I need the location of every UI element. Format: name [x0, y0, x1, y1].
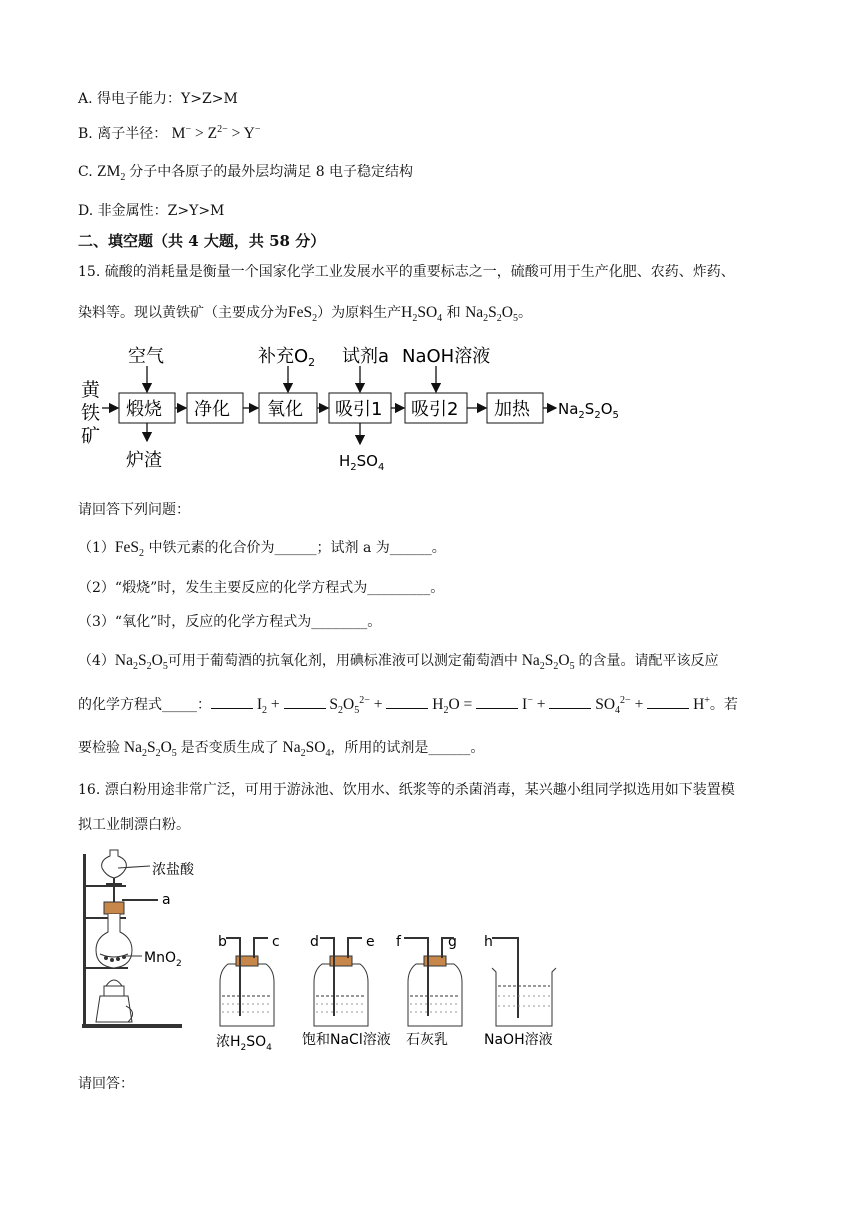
bottle-label-4: NaOH溶液	[484, 1032, 553, 1048]
q15-sub4-line2: 的化学方程式_____： $I_2 + S_2O_5^{2-} + H_2O = I^- + SO_4^{2-} + H^+$。若	[78, 694, 738, 717]
q15-na2s2o5: $Na_2S_2O_5$	[465, 304, 518, 325]
bottle-2	[314, 938, 368, 1026]
beaker	[492, 938, 556, 1026]
ore-char-2: 铁	[81, 402, 101, 424]
mno2-label: MnO$_2$	[144, 950, 182, 969]
apparatus-diagram	[78, 846, 568, 1066]
input-reagent-a: 试剂a	[342, 346, 390, 367]
q15-sub4-text3: 要检验	[78, 740, 120, 756]
q15-sub1	[78, 537, 446, 559]
q15-h2so4: $H_2SO_4$	[401, 304, 443, 325]
input-o2: 补充$O_2$	[258, 346, 316, 369]
bottle-1	[220, 938, 274, 1026]
option-d: D. 非金属性：Z>Y>M	[78, 203, 225, 219]
step-purify: 净化	[194, 399, 230, 420]
option-c-label: C.	[78, 164, 93, 180]
q15-sub4-ruo: 。若	[709, 697, 738, 713]
q15-sub2: （2）“煅烧”时，发生主要反应的化学方程式为_________。	[78, 580, 445, 596]
q15-sub1-fes2: FeS$_2$	[114, 539, 145, 560]
port-e: e	[366, 934, 375, 950]
q16-line2: 拟工业制漂白粉。	[78, 817, 190, 833]
port-f: f	[396, 934, 401, 950]
step-calcine: 煅烧	[126, 399, 162, 420]
q15-line2	[78, 302, 532, 324]
q15-sub4-text2: 的含量。请配平该反应	[578, 653, 719, 669]
step-oxidize: 氧化	[267, 399, 303, 420]
input-air: 空气	[128, 346, 164, 367]
q15-line2-b: ）为原料生产	[317, 305, 402, 321]
output-slag: 炉渣	[126, 450, 162, 471]
option-c-text: 分子中各原子的最外层均满足 8 电子稳定结构	[129, 164, 414, 180]
option-c-formula: $ZM_2$	[97, 163, 126, 184]
q15-line2-a: 染料等。现以黄铁矿（主要成分为	[78, 305, 288, 321]
q15-sub1-num: （1）	[78, 540, 115, 556]
q16-prompt: 请回答：	[78, 1076, 134, 1092]
port-d: d	[310, 934, 319, 950]
option-b	[78, 123, 260, 143]
process-flow-diagram	[78, 338, 638, 478]
step-absorb2: 吸引2	[411, 399, 459, 420]
funnel	[102, 850, 127, 878]
q15-line2-d: 。	[517, 305, 532, 321]
q15-line1: 15. 硫酸的消耗量是衡量一个国家化学工业发展水平的重要标志之一，硫酸可用于生产化肥、农药、炸药、	[78, 264, 735, 280]
q15-prompt: 请回答下列问题：	[78, 502, 190, 518]
q15-sub4-line1	[78, 650, 718, 672]
bottle-3	[404, 938, 462, 1026]
q15-sub1-text: 中铁元素的化合价为______；试剂 a 为______。	[148, 540, 446, 556]
funnel-label: 浓盐酸	[152, 862, 194, 878]
step-absorb1: 吸引1	[335, 399, 383, 420]
q15-sub4-eq-label: 的化学方程式_____：	[78, 697, 211, 713]
q15-sub3: （3）“氧化”时，反应的化学方程式为________。	[78, 614, 382, 630]
port-g: g	[448, 934, 457, 950]
bottle-label-2: 饱和NaCl溶液	[302, 1032, 391, 1048]
bottle-label-3: 石灰乳	[406, 1032, 448, 1048]
option-b-label: B. 离子半径：	[78, 126, 168, 142]
q15-sub4-text5: ，所用的试剂是______。	[330, 740, 485, 756]
outlet-a: a	[162, 892, 171, 908]
q15-sub4-text1: 可用于葡萄酒的抗氧化剂，用碘标准液可以测定葡萄酒中	[167, 653, 518, 669]
q15-sub4-text4: 是否变质生成了	[180, 740, 279, 756]
port-c: c	[272, 934, 280, 950]
port-b: b	[218, 934, 227, 950]
ore-char-1: 黄	[81, 379, 101, 401]
product-label: $Na_2S_2O_5$	[558, 400, 619, 421]
bottle-label-1: 浓$H_2SO_4$	[216, 1034, 272, 1053]
q15-sub4-na2s2o5-3: $Na_2S_2O_5$	[120, 739, 177, 760]
q15-sub4-na2so4: $Na_2SO_4$	[278, 739, 331, 760]
option-b-formula: $M^- > Z^{2-} > Y^-$	[171, 123, 261, 142]
q15-fes2: FeS$_2$	[288, 304, 318, 325]
q15-sub4-na2s2o5-2: $Na_2S_2O_5$	[517, 652, 575, 673]
output-h2so4: $H_2SO_4$	[339, 452, 385, 473]
ore-char-3: 矿	[81, 425, 101, 447]
q15-line2-c: 和	[446, 305, 461, 321]
q15-sub4-na2s2o5-1: $Na_2S_2O_5$	[114, 652, 168, 673]
input-naoh: NaOH溶液	[402, 346, 491, 367]
option-a: A. 得电子能力：Y>Z>M	[78, 91, 238, 107]
q15-sub4-num: （4）	[78, 653, 115, 669]
step-heat: 加热	[494, 399, 530, 420]
option-c	[78, 161, 413, 183]
port-h: h	[484, 934, 493, 950]
q16-line1: 16. 漂白粉用途非常广泛，可用于游泳池、饮用水、纸浆等的杀菌消毒，某兴趣小组同学拟选用如下装置模	[78, 782, 735, 798]
section-heading: 二、填空题（共 4 大题，共 58 分）	[78, 232, 326, 250]
q15-sub4-line3	[78, 737, 484, 759]
